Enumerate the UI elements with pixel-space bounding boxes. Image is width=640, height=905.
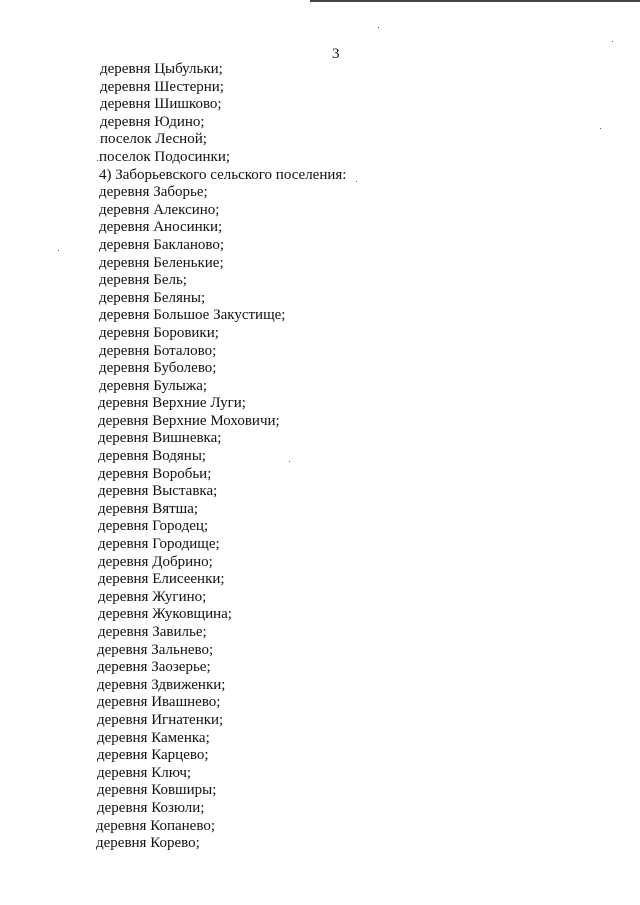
list-item: деревня Завилье; [98, 624, 207, 640]
scan-speck [97, 160, 98, 161]
list-item: деревня Воробьи; [98, 465, 212, 482]
list-item: деревня Боровики; [99, 324, 219, 341]
list-item: деревня Каменка; [97, 729, 210, 746]
list-item: деревня Верхние Моховичи; [98, 412, 280, 429]
list-item: деревня Добрино; [98, 553, 213, 570]
list-item: деревня Елисеенки; [98, 571, 225, 588]
list-item: деревня Ключ; [97, 764, 192, 781]
list-item: деревня Жугино; [98, 588, 207, 605]
list-item: поселок Подосинки; [99, 148, 231, 165]
list-item: деревня Карцево; [97, 747, 209, 764]
list-item: деревня Аносинки; [99, 219, 223, 236]
list-item: деревня Игнатенки; [97, 711, 224, 728]
scan-speck [612, 41, 613, 42]
list-item: деревня Корево; [96, 835, 200, 852]
list-item: деревня Большое Закустище; [99, 307, 286, 324]
settlement-list [96, 61, 520, 853]
list-item: деревня Беляны; [99, 289, 206, 306]
scan-speck [378, 27, 379, 28]
scan-speck [600, 128, 601, 129]
list-item: деревня Беленькие; [99, 254, 224, 271]
list-item: деревня Городец; [98, 518, 209, 535]
list-item: деревня Верхние Луги; [98, 395, 246, 412]
list-item: деревня Ковширы; [97, 782, 217, 799]
list-item: деревня Ивашнево; [97, 694, 221, 711]
scan-speck [58, 250, 59, 251]
list-item: деревня Буболево; [99, 360, 217, 377]
list-item: деревня Здвиженки; [97, 676, 226, 693]
list-item: деревня Выставка; [98, 483, 218, 500]
list-item: деревня Булыжа; [99, 377, 208, 394]
scan-speck [356, 181, 357, 182]
scan-edge-line [310, 0, 640, 2]
list-item: деревня Цыбульки; [100, 61, 223, 77]
list-item: деревня Водяны; [98, 448, 207, 465]
list-item: деревня Вишневка; [98, 430, 222, 447]
list-item: деревня Бакланово; [99, 236, 225, 253]
list-item: деревня Городище; [98, 536, 220, 553]
page-number: 3 [332, 46, 340, 62]
list-item: деревня Вятша; [98, 500, 199, 517]
list-item: деревня Копанево; [96, 817, 215, 834]
list-item: деревня Алексино; [99, 201, 220, 218]
list-item: деревня Заозерье; [97, 659, 211, 676]
list-item: деревня Боталово; [99, 342, 217, 359]
list-item: поселок Лесной; [100, 131, 207, 148]
list-item: деревня Юдино; [100, 113, 205, 130]
section-heading: 4) Заборьевского сельского поселения: [99, 166, 347, 183]
list-item: деревня Жуковщина; [98, 606, 232, 623]
list-item: деревня Шишково; [100, 96, 222, 113]
list-item: деревня Шестерни; [100, 78, 224, 95]
list-item: деревня Бель; [99, 272, 187, 289]
list-item: деревня Заборье; [99, 184, 208, 201]
list-item: деревня Козюли; [97, 799, 205, 816]
list-item: деревня Зальнево; [97, 641, 214, 658]
scan-speck [289, 461, 290, 462]
